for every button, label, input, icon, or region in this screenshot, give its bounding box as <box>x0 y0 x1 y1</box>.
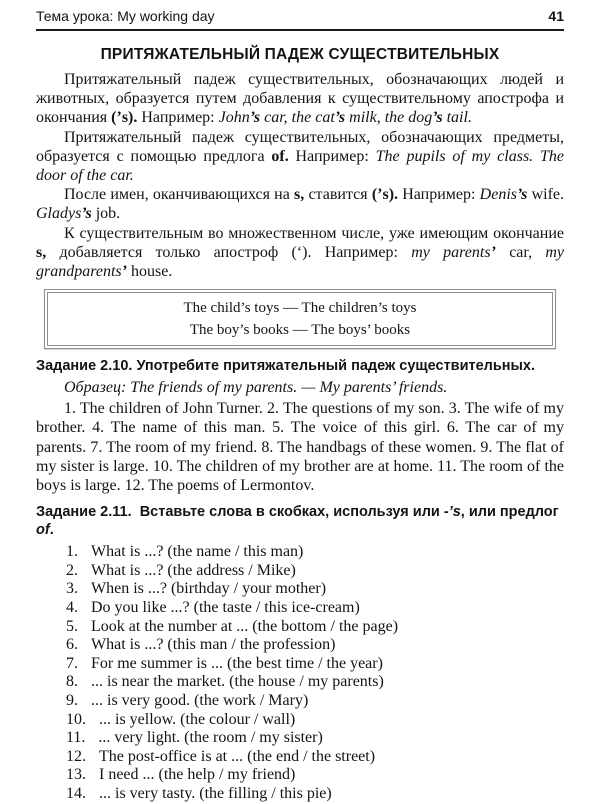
item-number: 6. <box>66 636 78 654</box>
item-text: For me summer is ... (the best time / the year) <box>91 654 383 672</box>
running-header <box>36 8 564 31</box>
exercise-item <box>66 636 564 655</box>
exercise-item <box>66 618 564 637</box>
item-text: What is ...? (the name / this man) <box>91 543 304 561</box>
item-number: 7. <box>66 654 78 672</box>
theory-paragraph-1: Притяжательный падеж существительных, обозначающих людей и животных, образуется путем добавления к существительному апострофа и окончания (’s). Например: John’s car, the cat’s milk, the dog’s tail. <box>36 71 564 127</box>
item-text: ... is very good. (the work / Mary) <box>91 692 309 709</box>
exercise-item <box>66 599 564 618</box>
item-number: 8. <box>66 673 78 691</box>
item-text: ... is near the market. (the house / my parents) <box>91 673 384 691</box>
item-number: 2. <box>66 561 78 579</box>
lesson-topic: Тема урока: My working day <box>36 8 215 24</box>
exercise-item <box>66 580 564 599</box>
item-text: When is ...? (birthday / your mother) <box>91 580 327 598</box>
exercise-item <box>66 785 564 804</box>
item-number: 14. <box>66 784 86 802</box>
item-number: 5. <box>66 617 78 635</box>
theory-paragraph-3: После имен, оканчивающихся на s, ставится (’s). Например: Denis’s wife. Gladys’s job. <box>36 186 564 223</box>
exercise-item <box>66 562 564 581</box>
item-text: ... is very tasty. (the filling / this pie) <box>99 784 332 802</box>
exercise-item <box>66 692 564 711</box>
example-box-line-2: The boy’s books — The boys’ books <box>189 322 411 339</box>
item-number: 4. <box>66 599 78 617</box>
page-number: 41 <box>548 8 564 24</box>
theory-paragraph-4: К существительным во множественном числе, уже имеющим окончание s, добавляется только апостроф (‘). Например: my parents’ car, my grandparents’ house. <box>36 224 565 281</box>
item-text: I need ... (the help / my friend) <box>99 766 296 784</box>
section-title: ПРИТЯЖАТЕЛЬНЫЙ ПАДЕЖ СУЩЕСТВИТЕЛЬНЫХ <box>100 46 500 63</box>
example-box <box>44 289 556 349</box>
exercise-item <box>66 543 564 562</box>
item-number: 9. <box>66 692 78 709</box>
task-2-10-body: 1. The children of John Turner. 2. The questions of my son. 3. The wife of my brother. 4. The name of this man. 5. The voice of this girl. 6. The car of my parents. 7. The room of my friend. 8. The handbags of these women. 9. The flat of my sister is large. 10. The children of my brother are at home. 11. The room of the boys is large. 12. The poems of Lermontov. <box>36 400 564 495</box>
item-number: 12. <box>66 747 86 765</box>
task-2-11-item-list <box>66 543 564 803</box>
exercise-item <box>66 711 564 730</box>
item-number: 3. <box>66 580 78 598</box>
item-text: ... very light. (the room / my sister) <box>98 729 323 747</box>
item-text: What is ...? (this man / the profession) <box>91 636 336 654</box>
exercise-item <box>66 766 564 785</box>
item-number: 11. <box>66 729 86 747</box>
item-text: ... is yellow. (the colour / wall) <box>99 710 296 728</box>
item-number: 13. <box>66 766 86 784</box>
exercise-item <box>66 748 564 767</box>
exercise-item <box>66 673 564 692</box>
task-2-10-heading: Задание 2.10. Употребите притяжательный падеж существительных. <box>36 358 536 375</box>
task-2-11-heading: Задание 2.11. Вставьте слова в скобках, используя или -’s, или предлог of. <box>36 504 559 539</box>
exercise-item <box>66 729 564 748</box>
item-number: 1. <box>66 543 78 561</box>
item-text: Look at the number at ... (the bottom / the page) <box>91 617 399 635</box>
theory-block <box>36 70 564 281</box>
item-text: Do you like ...? (the taste / this ice-cream) <box>91 599 360 617</box>
example-box-line-1: The child’s toys — The children’s toys <box>183 300 417 317</box>
exercise-item <box>66 655 564 674</box>
task-2-10-sample: Образец: The friends of my parents. — My parents’ friends. <box>64 379 448 397</box>
item-number: 10. <box>66 710 86 728</box>
item-text: The post-office is at ... (the end / the street) <box>99 747 376 765</box>
theory-paragraph-2: Притяжательный падеж существительных, обозначающих предметы, образуется с помощью предлога of. Например: The pupils of my class. The door of the car. <box>36 128 564 185</box>
item-text: What is ...? (the address / Mike) <box>91 561 296 579</box>
